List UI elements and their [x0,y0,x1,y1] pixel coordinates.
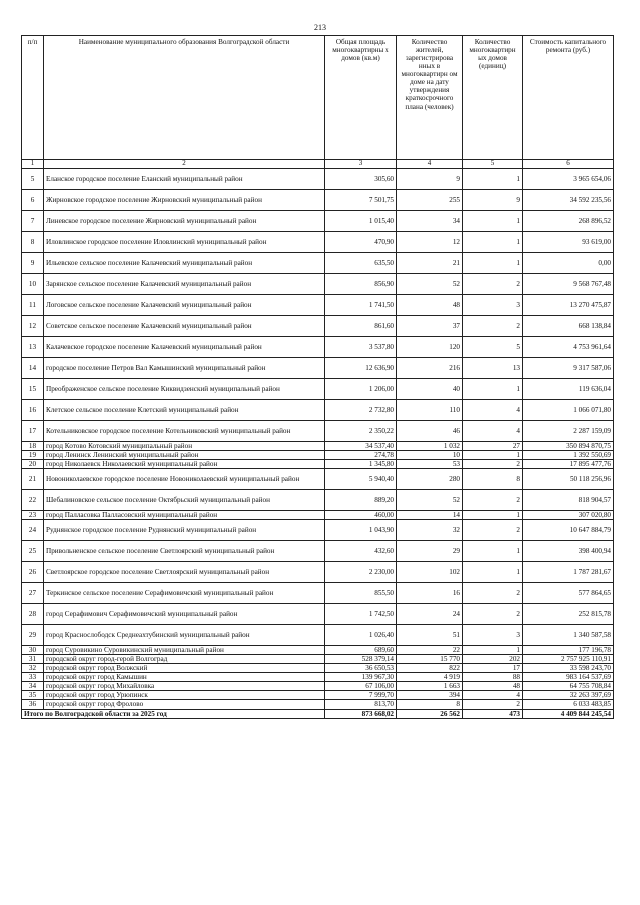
row-area: 12 636,90 [325,357,397,378]
row-cost: 1 787 281,67 [523,562,614,583]
row-municipality: город Николаевск Николаевский муниципальный район [44,459,325,468]
row-area: 139 967,30 [325,673,397,682]
row-houses: 88 [463,673,523,682]
row-cost: 32 263 397,69 [523,691,614,700]
row-cost: 668 138,84 [523,315,614,336]
row-residents: 280 [397,469,463,490]
row-area: 2 230,00 [325,562,397,583]
table-row [22,441,614,450]
row-municipality: Жирновское городское поселение Жирновский муниципальный район [44,189,325,210]
row-cost: 1 340 587,58 [523,625,614,646]
row-residents: 40 [397,378,463,399]
row-houses: 2 [463,490,523,511]
row-municipality: городской округ город Камышин [44,673,325,682]
header-residents: Количество жителей, зарегистрирова нных в многоквартирн ом доме на дату утверждения краткосрочного плана (человек) [397,36,463,160]
row-residents: 394 [397,691,463,700]
row-cost: 252 815,78 [523,604,614,625]
row-index: 27 [22,583,44,604]
row-residents: 52 [397,490,463,511]
row-area: 305,60 [325,168,397,189]
row-cost: 33 598 243,70 [523,664,614,673]
row-area: 432,60 [325,541,397,562]
row-houses: 5 [463,336,523,357]
row-municipality: город Котово Котовский муниципальный район [44,441,325,450]
row-area: 861,60 [325,315,397,336]
row-municipality: Советское сельское поселение Калачевский муниципальный район [44,315,325,336]
table-row [22,459,614,468]
row-municipality: Калачевское городское поселение Калачевский муниципальный район [44,336,325,357]
total-cost: 4 409 844 245,54 [523,709,614,718]
row-index: 5 [22,168,44,189]
column-number: 2 [44,160,325,169]
row-residents: 4 919 [397,673,463,682]
row-cost: 17 895 477,76 [523,459,614,468]
row-area: 3 537,80 [325,336,397,357]
row-cost: 398 400,94 [523,541,614,562]
row-houses: 2 [463,583,523,604]
table-row [22,294,614,315]
row-cost: 93 619,00 [523,231,614,252]
row-area: 1 043,90 [325,520,397,541]
row-houses: 1 [463,541,523,562]
table-row [22,562,614,583]
row-houses: 1 [463,252,523,273]
row-municipality: город Ленинск Ленинский муниципальный район [44,450,325,459]
row-municipality: городской округ город Михайловка [44,682,325,691]
table-row [22,450,614,459]
row-residents: 29 [397,541,463,562]
table-row [22,420,614,441]
row-residents: 9 [397,168,463,189]
row-houses: 13 [463,357,523,378]
row-cost: 2 757 925 110,91 [523,655,614,664]
capital-repair-table [21,35,614,719]
row-municipality: Ильевское сельское поселение Калачевский муниципальный район [44,252,325,273]
row-area: 635,50 [325,252,397,273]
row-index: 33 [22,673,44,682]
row-municipality: Теркинское сельское поселение Серафимовичский муниципальный район [44,583,325,604]
row-houses: 2 [463,700,523,709]
row-index: 24 [22,520,44,541]
table-row [22,210,614,231]
table-row [22,490,614,511]
row-index: 29 [22,625,44,646]
column-number-row [22,160,614,169]
row-houses: 1 [463,646,523,655]
row-area: 1 026,40 [325,625,397,646]
row-area: 689,60 [325,646,397,655]
row-houses: 9 [463,189,523,210]
row-houses: 1 [463,450,523,459]
row-cost: 350 894 870,75 [523,441,614,450]
row-residents: 822 [397,664,463,673]
row-area: 2 350,22 [325,420,397,441]
column-number: 1 [22,160,44,169]
row-cost: 64 755 708,84 [523,682,614,691]
row-municipality: Иловлинское городское поселение Иловлинский муниципальный район [44,231,325,252]
row-municipality: Руднянское городское поселение Руднянский муниципальный район [44,520,325,541]
row-index: 9 [22,252,44,273]
row-index: 13 [22,336,44,357]
table-row [22,399,614,420]
row-index: 15 [22,378,44,399]
row-area: 1 015,40 [325,210,397,231]
row-municipality: городское поселение Петров Вал Камышинский муниципальный район [44,357,325,378]
row-index: 8 [22,231,44,252]
table-row [22,168,614,189]
row-residents: 15 770 [397,655,463,664]
total-residents: 26 562 [397,709,463,718]
total-houses: 473 [463,709,523,718]
row-residents: 8 [397,700,463,709]
row-houses: 1 [463,231,523,252]
row-index: 30 [22,646,44,655]
row-area: 2 732,80 [325,399,397,420]
table-row [22,273,614,294]
row-area: 855,50 [325,583,397,604]
row-cost: 3 965 654,06 [523,168,614,189]
table-row [22,357,614,378]
row-area: 813,70 [325,700,397,709]
table-row [22,583,614,604]
row-index: 14 [22,357,44,378]
row-cost: 1 066 071,80 [523,399,614,420]
row-cost: 10 647 884,79 [523,520,614,541]
row-area: 1 742,50 [325,604,397,625]
table-body [22,168,614,709]
row-area: 36 650,53 [325,664,397,673]
row-area: 1 345,80 [325,459,397,468]
row-index: 11 [22,294,44,315]
row-houses: 3 [463,625,523,646]
row-municipality: Привольненское сельское поселение Светлоярский муниципальный район [44,541,325,562]
row-index: 22 [22,490,44,511]
row-houses: 1 [463,168,523,189]
row-residents: 1 663 [397,682,463,691]
row-houses: 2 [463,315,523,336]
row-houses: 48 [463,682,523,691]
row-residents: 110 [397,399,463,420]
row-area: 889,20 [325,490,397,511]
table-row [22,336,614,357]
table-row [22,189,614,210]
row-cost: 9 568 767,48 [523,273,614,294]
row-municipality: Линевское городское поселение Жирновский муниципальный район [44,210,325,231]
row-municipality: Зарянское сельское поселение Калачевский муниципальный район [44,273,325,294]
row-municipality: Клетское сельское поселение Клетский муниципальный район [44,399,325,420]
row-index: 32 [22,664,44,673]
row-cost: 50 118 256,96 [523,469,614,490]
row-houses: 4 [463,420,523,441]
row-index: 18 [22,441,44,450]
total-label: Итого по Волгоградской области за 2025 год [22,709,325,718]
row-area: 1 206,00 [325,378,397,399]
row-residents: 22 [397,646,463,655]
header-houses: Количество многоквартирн ых домов (единиц) [463,36,523,160]
row-index: 17 [22,420,44,441]
table-row [22,646,614,655]
table-row [22,520,614,541]
row-residents: 37 [397,315,463,336]
row-index: 36 [22,700,44,709]
row-residents: 14 [397,511,463,520]
row-area: 460,00 [325,511,397,520]
table-row [22,664,614,673]
table-row [22,469,614,490]
row-area: 34 537,40 [325,441,397,450]
row-residents: 34 [397,210,463,231]
row-residents: 216 [397,357,463,378]
table-row [22,252,614,273]
table-row [22,625,614,646]
row-municipality: Преображенское сельское поселение Киквидзенский муниципальный район [44,378,325,399]
row-cost: 119 636,04 [523,378,614,399]
header-area: Общая площадь многоквартирны х домов (кв.м) [325,36,397,160]
total-area: 873 668,02 [325,709,397,718]
table-row [22,511,614,520]
row-residents: 102 [397,562,463,583]
row-cost: 4 753 961,64 [523,336,614,357]
header-municipality: Наименование муниципального образования Волгоградской области [44,36,325,160]
row-residents: 1 032 [397,441,463,450]
row-municipality: город Палласовка Палласовский муниципальный район [44,511,325,520]
column-number: 6 [523,160,614,169]
row-houses: 8 [463,469,523,490]
row-index: 23 [22,511,44,520]
row-municipality: Новониколаевское городское поселение Новониколаевский муниципальный район [44,469,325,490]
row-residents: 24 [397,604,463,625]
row-municipality: город Суровикино Суровикинский муниципальный район [44,646,325,655]
row-municipality: городской округ город Урюпинск [44,691,325,700]
row-residents: 255 [397,189,463,210]
table-row [22,315,614,336]
row-cost: 1 392 550,69 [523,450,614,459]
row-index: 28 [22,604,44,625]
row-area: 470,90 [325,231,397,252]
row-houses: 2 [463,520,523,541]
header-cost: Стоимость капитального ремонта (руб.) [523,36,614,160]
row-cost: 307 020,80 [523,511,614,520]
row-residents: 16 [397,583,463,604]
row-houses: 1 [463,511,523,520]
row-residents: 12 [397,231,463,252]
table-row [22,231,614,252]
row-cost: 177 196,78 [523,646,614,655]
row-index: 6 [22,189,44,210]
row-cost: 6 033 483,85 [523,700,614,709]
row-area: 5 940,40 [325,469,397,490]
row-residents: 48 [397,294,463,315]
row-index: 10 [22,273,44,294]
table-row [22,604,614,625]
row-index: 12 [22,315,44,336]
row-municipality: Светлоярское городское поселение Светлоярский муниципальный район [44,562,325,583]
row-houses: 2 [463,273,523,294]
row-houses: 1 [463,210,523,231]
row-municipality: городской округ город Фролово [44,700,325,709]
row-index: 19 [22,450,44,459]
page-number: 213 [314,23,326,32]
row-municipality: город Серафимович Серафимовичский муниципальный район [44,604,325,625]
row-cost: 34 592 235,56 [523,189,614,210]
row-area: 7 501,75 [325,189,397,210]
table-row [22,378,614,399]
row-area: 856,90 [325,273,397,294]
column-number: 5 [463,160,523,169]
row-residents: 53 [397,459,463,468]
row-area: 7 999,70 [325,691,397,700]
row-index: 34 [22,682,44,691]
row-index: 21 [22,469,44,490]
row-index: 16 [22,399,44,420]
table-row [22,682,614,691]
header-row [22,36,614,160]
row-houses: 4 [463,399,523,420]
row-area: 67 106,00 [325,682,397,691]
row-houses: 2 [463,604,523,625]
row-cost: 577 864,65 [523,583,614,604]
table-row [22,655,614,664]
row-cost: 818 904,57 [523,490,614,511]
row-cost: 0,00 [523,252,614,273]
row-cost: 13 270 475,87 [523,294,614,315]
header-index: п/п [22,36,44,160]
row-houses: 2 [463,459,523,468]
row-municipality: Котельниковское городское поселение Котельниковский муниципальный район [44,420,325,441]
row-residents: 120 [397,336,463,357]
table-row [22,700,614,709]
row-area: 274,78 [325,450,397,459]
row-municipality: Логовское сельское поселение Калачевский муниципальный район [44,294,325,315]
row-cost: 2 287 159,09 [523,420,614,441]
table-row [22,541,614,562]
row-residents: 10 [397,450,463,459]
row-residents: 52 [397,273,463,294]
row-index: 26 [22,562,44,583]
row-houses: 202 [463,655,523,664]
row-houses: 17 [463,664,523,673]
row-houses: 4 [463,691,523,700]
row-municipality: городской округ город Волжский [44,664,325,673]
row-residents: 51 [397,625,463,646]
row-cost: 9 317 587,06 [523,357,614,378]
row-index: 35 [22,691,44,700]
row-municipality: город Краснослободск Среднеахтубинский муниципальный район [44,625,325,646]
row-municipality: Еланское городское поселение Еланский муниципальный район [44,168,325,189]
row-index: 25 [22,541,44,562]
row-index: 7 [22,210,44,231]
table-row [22,673,614,682]
table-row [22,691,614,700]
row-area: 528 379,14 [325,655,397,664]
column-number: 4 [397,160,463,169]
row-index: 20 [22,459,44,468]
row-houses: 1 [463,378,523,399]
row-houses: 3 [463,294,523,315]
row-cost: 983 164 537,69 [523,673,614,682]
row-residents: 46 [397,420,463,441]
row-cost: 268 896,52 [523,210,614,231]
total-row [22,709,614,718]
row-index: 31 [22,655,44,664]
row-residents: 21 [397,252,463,273]
column-number: 3 [325,160,397,169]
row-municipality: Шебалиновское сельское поселение Октябрьский муниципальный район [44,490,325,511]
row-municipality: городской округ город-герой Волгоград [44,655,325,664]
row-residents: 32 [397,520,463,541]
row-houses: 27 [463,441,523,450]
row-area: 1 741,50 [325,294,397,315]
row-houses: 1 [463,562,523,583]
